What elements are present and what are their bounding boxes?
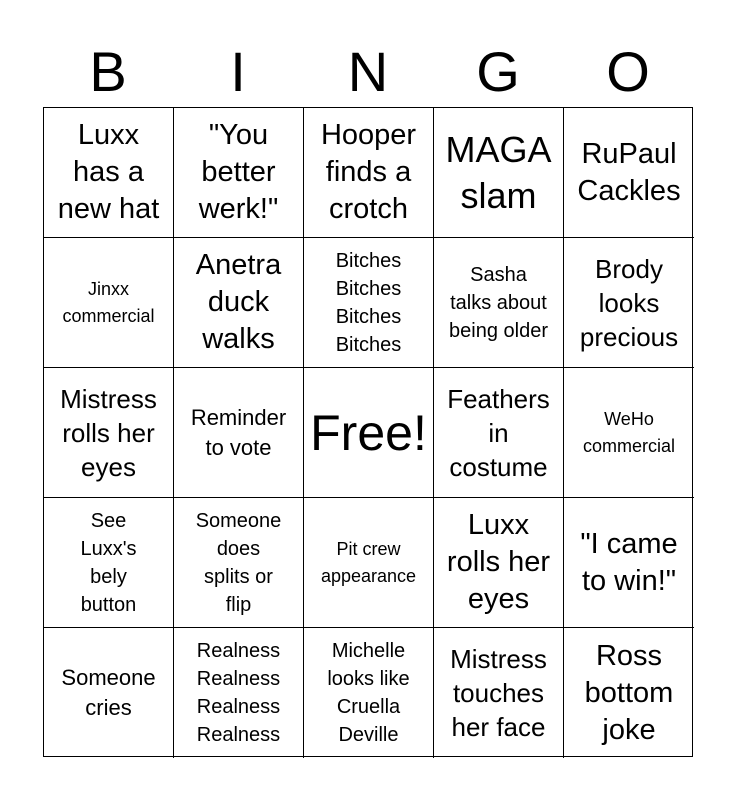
bingo-cell-text: "You better werk!" <box>198 119 279 225</box>
bingo-cell[interactable] <box>304 238 434 368</box>
bingo-cell-text: Feathers in costume <box>447 383 550 482</box>
bingo-cell-text: Ross bottom joke <box>584 639 674 746</box>
bingo-cell[interactable] <box>564 108 694 238</box>
bingo-cell-text: Michelle looks like Cruella Deville <box>327 640 410 746</box>
bingo-cell[interactable] <box>304 498 434 628</box>
bingo-cell[interactable] <box>564 498 694 628</box>
bingo-cell-text: Realness Realness Realness Realness <box>196 640 281 746</box>
bingo-card-grid <box>43 107 693 757</box>
bingo-cell[interactable] <box>44 108 174 238</box>
bingo-cell-text: Mistress rolls her eyes <box>60 383 157 482</box>
bingo-cell-text: Mistress touches her face <box>450 644 547 742</box>
bingo-cell[interactable] <box>174 498 304 628</box>
bingo-cell-text: RuPaul Cackles <box>577 137 681 207</box>
bingo-cell[interactable] <box>174 368 304 498</box>
bingo-cell-text: Bitches Bitches Bitches Bitches <box>335 249 402 356</box>
bingo-cell-text: Reminder to vote <box>190 404 287 460</box>
bingo-cell-text: WeHo commercial <box>582 408 675 456</box>
header-letter-o: O <box>606 40 650 103</box>
bingo-cell-text: MAGA slam <box>445 128 552 216</box>
bingo-cell-text: Someone cries <box>61 665 156 720</box>
header-letter-i: I <box>230 40 246 103</box>
bingo-cell-text: Luxx has a new hat <box>57 119 160 225</box>
bingo-cell[interactable] <box>564 368 694 498</box>
bingo-cell[interactable] <box>434 368 564 498</box>
bingo-cell[interactable] <box>564 238 694 368</box>
bingo-cell[interactable] <box>44 628 174 758</box>
bingo-cell[interactable] <box>174 108 304 238</box>
header-letter-g: G <box>476 40 520 103</box>
bingo-cell[interactable] <box>44 498 174 628</box>
header-letter-b: B <box>89 40 127 103</box>
bingo-cell[interactable] <box>44 238 174 368</box>
free-space-cell[interactable] <box>304 368 434 498</box>
bingo-cell[interactable] <box>174 628 304 758</box>
bingo-cell[interactable] <box>304 108 434 238</box>
bingo-cell-text: Brody looks precious <box>579 253 679 352</box>
bingo-cell[interactable] <box>434 108 564 238</box>
bingo-cell[interactable] <box>174 238 304 368</box>
header-letter-n: N <box>347 40 389 103</box>
bingo-header <box>43 36 693 108</box>
bingo-cell-text: Free! <box>310 404 427 461</box>
bingo-cell[interactable] <box>434 498 564 628</box>
bingo-cell-text: Jinxx commercial <box>62 278 155 326</box>
bingo-cell[interactable] <box>304 628 434 758</box>
bingo-cell-text: Anetra duck walks <box>195 249 282 355</box>
bingo-cell-text: Someone does splits or flip <box>195 509 282 616</box>
bingo-cell-text: Luxx rolls her eyes <box>446 509 551 615</box>
bingo-cell[interactable] <box>434 238 564 368</box>
bingo-cell-text: See Luxx's bely button <box>80 509 137 616</box>
bingo-cell[interactable] <box>434 628 564 758</box>
bingo-cell[interactable] <box>44 368 174 498</box>
bingo-cell-text: "I came to win!" <box>580 527 678 597</box>
bingo-cell-text: Pit crew appearance <box>320 538 417 586</box>
bingo-cell-text: Sasha talks about being older <box>449 263 548 342</box>
bingo-cell[interactable] <box>564 628 694 758</box>
bingo-cell-text: Hooper finds a crotch <box>320 119 417 225</box>
